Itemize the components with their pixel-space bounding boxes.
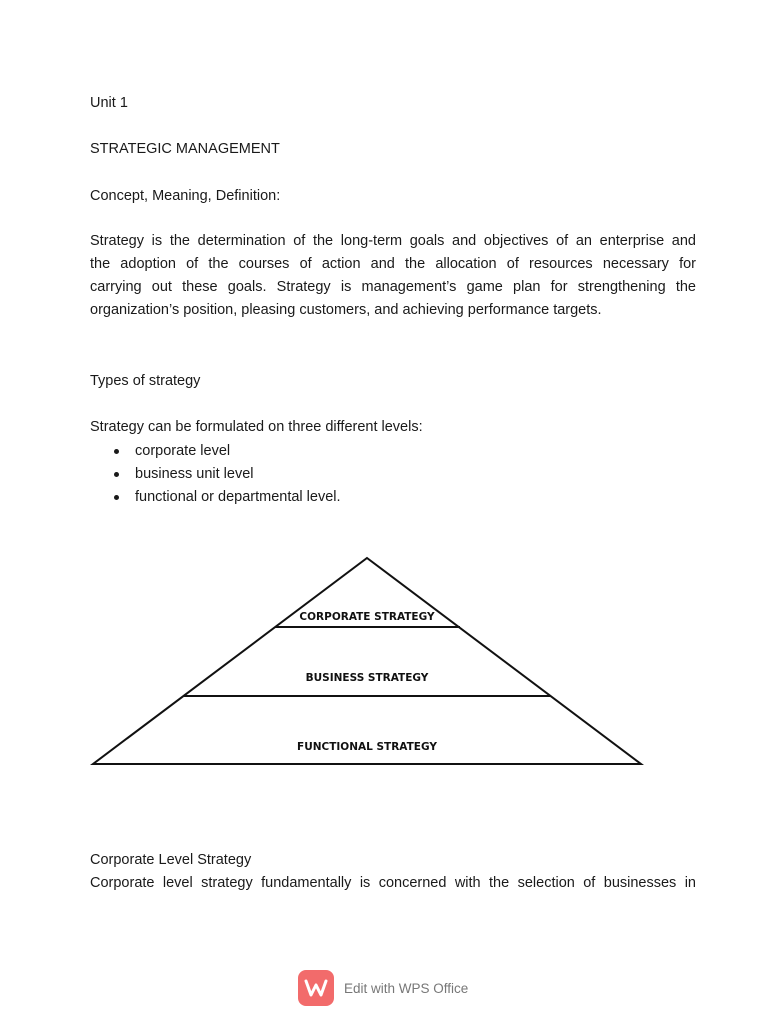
bullet-icon [114, 495, 119, 500]
intro-line: the adoption of the courses of action and the allocation of resources necessary for [90, 256, 696, 272]
level-text: business unit level [135, 466, 254, 482]
level-text: functional or departmental level. [135, 489, 341, 505]
unit-label: Unit 1 [90, 95, 128, 111]
intro-line: carrying out these goals. Strategy is management’s game plan for strengthening the [90, 279, 696, 295]
levels-intro: Strategy can be formulated on three different levels: [90, 419, 423, 435]
wps-footer-text[interactable]: Edit with WPS Office [344, 980, 469, 996]
list-item [90, 463, 341, 486]
list-item [90, 440, 341, 463]
pyramid-outline [93, 558, 641, 764]
intro-line: Strategy is the determination of the long-term goals and objectives of an enterprise and [90, 233, 696, 249]
tier-label-corporate: CORPORATE STRATEGY [299, 611, 435, 623]
levels-list [90, 440, 341, 509]
bullet-icon [114, 472, 119, 477]
document-title: STRATEGIC MANAGEMENT [90, 141, 280, 157]
strategy-pyramid-diagram [0, 540, 768, 780]
corporate-heading: Corporate Level Strategy [90, 852, 252, 868]
tier-label-business: BUSINESS STRATEGY [305, 672, 429, 684]
level-text: corporate level [135, 443, 231, 459]
types-heading: Types of strategy [90, 373, 201, 389]
tier-label-functional: FUNCTIONAL STRATEGY [297, 741, 437, 753]
wps-footer[interactable] [298, 970, 468, 1006]
list-item [90, 486, 341, 509]
corporate-paragraph: Corporate level strategy fundamentally is concerned with the selection of businesses in [90, 875, 696, 891]
bullet-icon [114, 449, 119, 454]
wps-logo-icon[interactable] [298, 970, 334, 1006]
intro-line: organization’s position, pleasing customers, and achieving performance targets. [90, 302, 602, 318]
concept-heading: Concept, Meaning, Definition: [90, 188, 281, 204]
